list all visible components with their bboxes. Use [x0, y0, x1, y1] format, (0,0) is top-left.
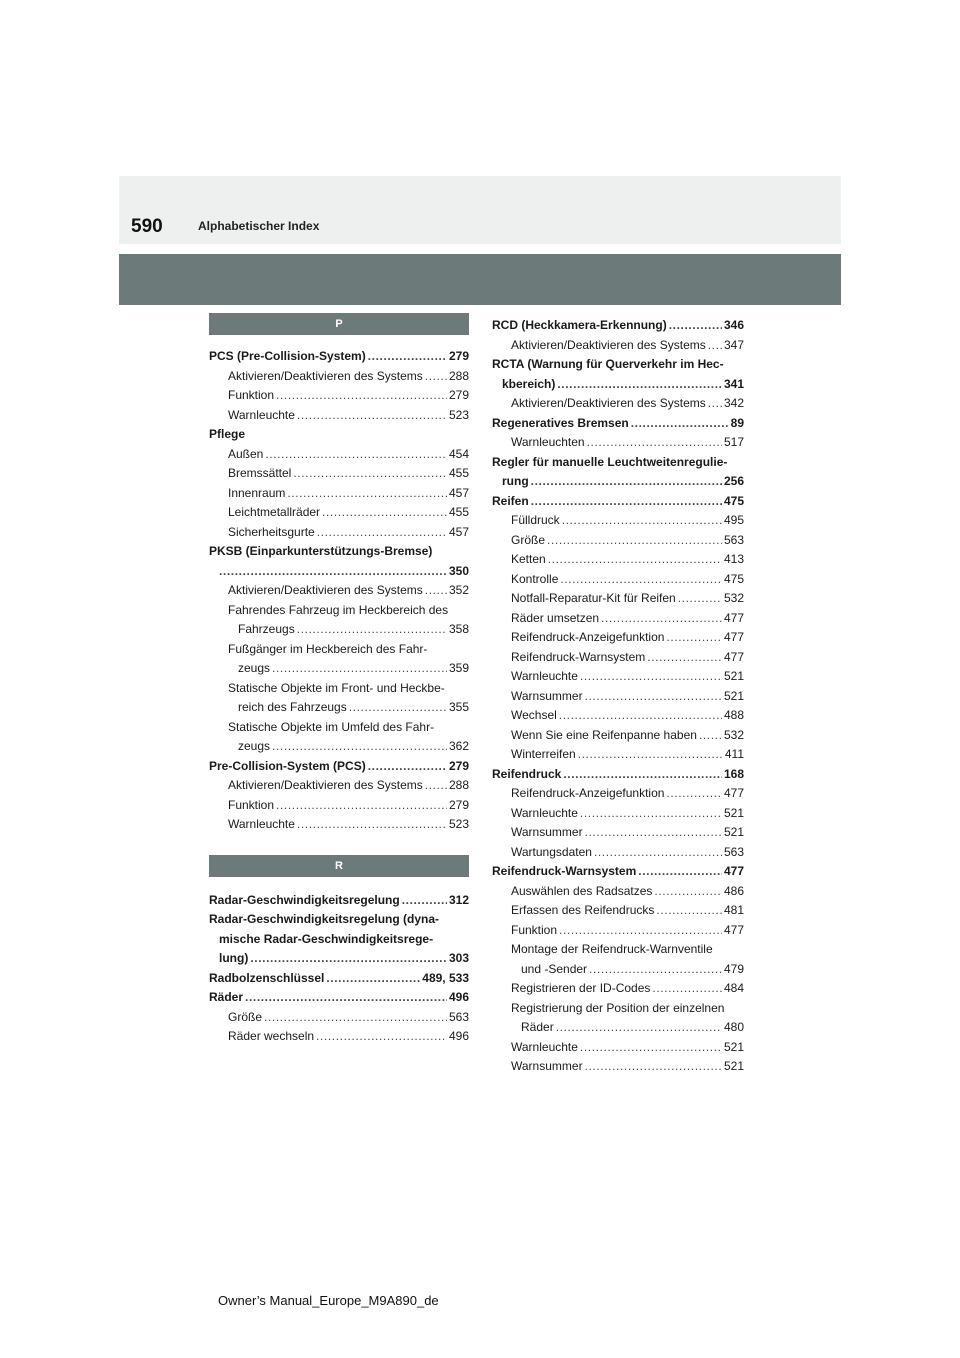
- index-subentry: Räder wechseln ..... 496: [209, 1027, 469, 1047]
- index-subentry: Auswählen des Radsatzes ..... 486: [492, 882, 744, 902]
- index-subentry: Größe ..... 563: [492, 531, 744, 551]
- section-letter-p: P: [209, 313, 469, 335]
- index-entry: PCS (Pre-Collision-System) ..... 279: [209, 347, 469, 367]
- index-subentry: Warnleuchte ..... 523: [209, 815, 469, 835]
- index-subentry: Funktion ..... 279: [209, 796, 469, 816]
- index-subentry: Montage der Reifendruck-Warnventile: [511, 942, 713, 956]
- index-entry: Reifendruck ..... 168: [492, 765, 744, 785]
- index-subentry: Erfassen des Reifendrucks ..... 481: [492, 901, 744, 921]
- index-entry: Reifendruck-Warnsystem ..... 477: [492, 862, 744, 882]
- index-subentry: Aktivieren/Deaktivieren des Systems ..... 352: [209, 581, 469, 601]
- index-subentry: Reifendruck-Anzeigefunktion ..... 477: [492, 628, 744, 648]
- index-subentry: Aktivieren/Deaktivieren des Systems ..... 288: [209, 367, 469, 387]
- index-subentry-continuation: zeugs ..... 359: [209, 659, 469, 679]
- page-title: Alphabetischer Index: [198, 219, 320, 233]
- index-column-right: [492, 316, 744, 1077]
- index-subentry: Warnsummer ..... 521: [492, 823, 744, 843]
- index-subentry: Registrierung der Position der einzelnen: [511, 1000, 725, 1015]
- index-entry: Regeneratives Bremsen ..... 89: [492, 414, 744, 434]
- index-entry: Pre-Collision-System (PCS) ..... 279: [209, 757, 469, 777]
- index-entry-continuation: lung) ..... 303: [209, 949, 469, 969]
- index-subentry: Warnsummer ..... 521: [492, 687, 744, 707]
- index-entry: Radbolzenschlüssel ..... 489, 533: [209, 969, 469, 989]
- index-subentry: Innenraum ..... 457: [209, 484, 469, 504]
- index-entry: RCTA (Warnung für Querverkehr im Hec-: [492, 357, 724, 371]
- index-subentry: Außen ..... 454: [209, 445, 469, 465]
- index-subentry-continuation: Fahrzeugs ..... 358: [209, 620, 469, 640]
- index-entry-continuation: kbereich) ..... 341: [492, 375, 744, 395]
- index-subentry: Wechsel ..... 488: [492, 706, 744, 726]
- index-subentry: Reifendruck-Anzeigefunktion ..... 477: [492, 784, 744, 804]
- index-subentry: Wenn Sie eine Reifenpanne haben ..... 532: [492, 726, 744, 746]
- index-subentry: Statische Objekte im Front- und Heckbe-: [228, 680, 445, 695]
- index-entry-continuation: rung ..... 256: [492, 472, 744, 492]
- index-entry: Radar-Geschwindigkeitsregelung ..... 312: [209, 891, 469, 911]
- page-footer: Owner’s Manual_Europe_M9A890_de: [218, 1293, 439, 1308]
- index-entry: Radar-Geschwindigkeitsregelung (dyna-: [209, 912, 440, 926]
- header-band: [119, 176, 841, 244]
- index-entry: Räder ..... 496: [209, 988, 469, 1008]
- index-entry-continuation: mische Radar-Geschwindigkeitsrege-: [219, 931, 434, 946]
- index-subentry: Aktivieren/Deaktivieren des Systems ..... 347: [492, 336, 744, 356]
- index-subentry: Ketten ..... 413: [492, 550, 744, 570]
- index-subentry: Fußgänger im Heckbereich des Fahr-: [228, 641, 428, 656]
- index-subentry: Notfall-Reparatur-Kit für Reifen ..... 532: [492, 589, 744, 609]
- index-entry: PKSB (Einparkunterstützungs-Bremse): [209, 544, 433, 558]
- index-entry-continuation: ..... 350: [209, 562, 469, 582]
- index-subentry: Warnsummer ..... 521: [492, 1057, 744, 1077]
- index-column-left: [209, 313, 469, 1047]
- index-entry: Regler für manuelle Leuchtweitenregulie-: [492, 454, 728, 469]
- header-dark-band: [119, 254, 841, 305]
- page-number: 590: [131, 216, 163, 237]
- index-subentry: Sicherheitsgurte ..... 457: [209, 523, 469, 543]
- index-subentry: Leichtmetallräder ..... 455: [209, 503, 469, 523]
- index-subentry: Warnleuchte ..... 521: [492, 667, 744, 687]
- index-subentry: Wartungsdaten ..... 563: [492, 843, 744, 863]
- index-subentry-continuation: und -Sender ..... 479: [492, 960, 744, 980]
- index-subentry: Warnleuchten ..... 517: [492, 433, 744, 453]
- index-subentry: Fahrendes Fahrzeug im Heckbereich des: [228, 602, 449, 617]
- index-subentry: Warnleuchte ..... 521: [492, 1038, 744, 1058]
- index-subentry: Bremssättel ..... 455: [209, 464, 469, 484]
- section-letter-r: R: [209, 855, 469, 877]
- index-subentry-continuation: zeugs ..... 362: [209, 737, 469, 757]
- index-subentry: Räder umsetzen ..... 477: [492, 609, 744, 629]
- index-subentry: Aktivieren/Deaktivieren des Systems ..... 288: [209, 776, 469, 796]
- index-subentry: Kontrolle ..... 475: [492, 570, 744, 590]
- index-subentry: Reifendruck-Warnsystem ..... 477: [492, 648, 744, 668]
- index-subentry-continuation: reich des Fahrzeugs ..... 355: [209, 698, 469, 718]
- index-subentry: Fülldruck ..... 495: [492, 511, 744, 531]
- index-subentry: Funktion ..... 279: [209, 386, 469, 406]
- index-subentry: Funktion ..... 477: [492, 921, 744, 941]
- index-subentry: Warnleuchte ..... 521: [492, 804, 744, 824]
- index-entry: Pflege: [209, 427, 246, 441]
- index-subentry: Warnleuchte ..... 523: [209, 406, 469, 426]
- index-subentry: Größe ..... 563: [209, 1008, 469, 1028]
- index-entry: RCD (Heckkamera-Erkennung) ..... 346: [492, 316, 744, 336]
- index-subentry: Registrieren der ID-Codes ..... 484: [492, 979, 744, 999]
- index-subentry: Statische Objekte im Umfeld des Fahr-: [228, 719, 435, 734]
- index-subentry-continuation: Räder ..... 480: [492, 1018, 744, 1038]
- index-subentry: Winterreifen ..... 411: [492, 745, 744, 765]
- index-subentry: Aktivieren/Deaktivieren des Systems ..... 342: [492, 394, 744, 414]
- index-entry: Reifen ..... 475: [492, 492, 744, 512]
